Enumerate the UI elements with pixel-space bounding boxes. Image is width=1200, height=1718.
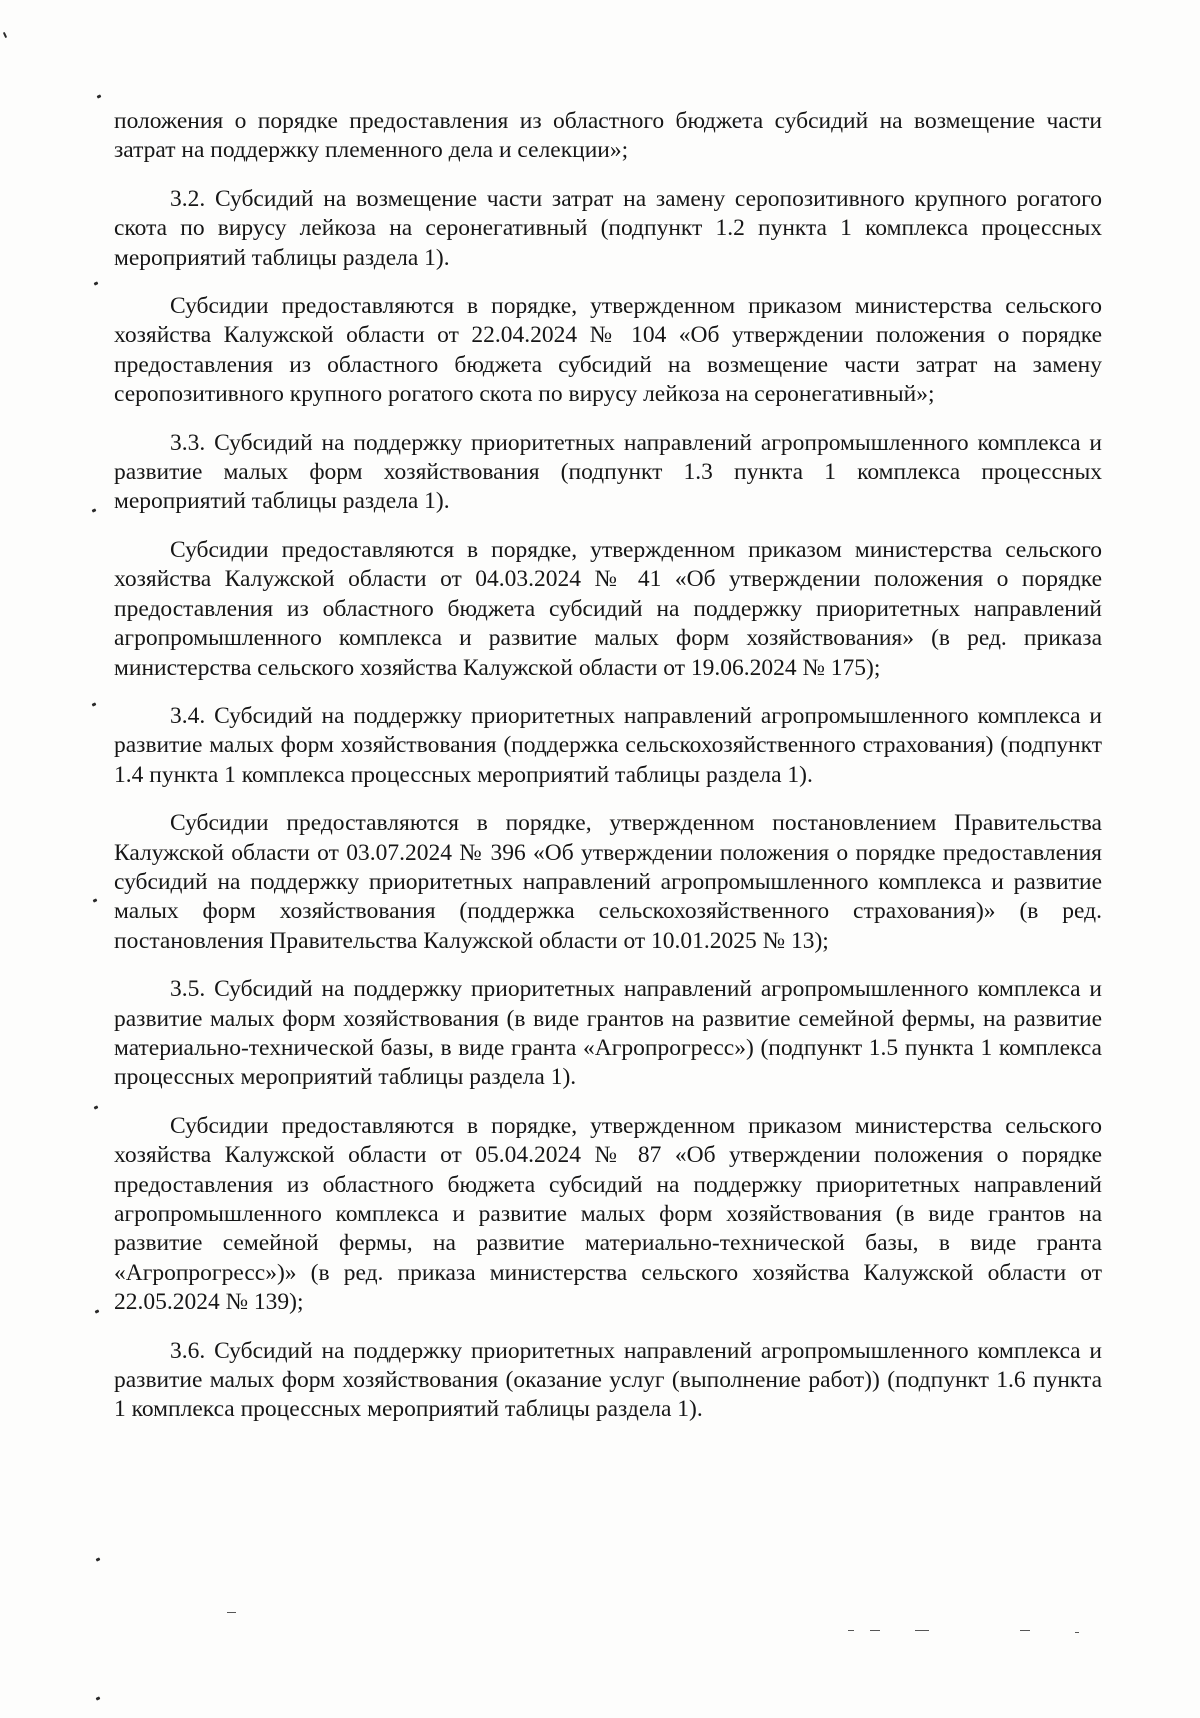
scan-mark	[915, 1630, 929, 1631]
scan-mark	[1075, 1632, 1079, 1633]
scan-speck	[97, 94, 102, 98]
scan-mark	[1020, 1630, 1030, 1631]
scan-speck	[3, 32, 7, 38]
scan-speck	[94, 1105, 99, 1109]
document-body	[114, 107, 1102, 1425]
paragraph-basis-3-2: Субсидии предоставляются в порядке, утвержденном приказом министерства сельского хозяйства Калужской области от 22.04.2024 № 104 «Об утверждении положения о порядке предоставления из областного бюджета субсидий на возмещение части затрат на замену серопозитивного крупного рогатого скота по вирусу лейкоза на серонегативный»;	[114, 293, 1102, 408]
paragraph-basis-3-5: Субсидии предоставляются в порядке, утвержденном приказом министерства сельского хозяйства Калужской области от 05.04.2024 № 87 «Об утверждении положения о порядке предоставления из областного бюджета субсидий на поддержку приоритетных направлений агропромышленного комплекса и развитие малых форм хозяйствования (в виде грантов на развитие семейной фермы, на развитие материально-технической базы, в виде гранта «Агропрогресс»)» (в ред. приказа министерства сельского хозяйства Калужской области от 22.05.2024 № 139);	[114, 1112, 1102, 1316]
paragraph-item-3-6: 3.6. Субсидий на поддержку приоритетных направлений агропромышленного комплекса и развитие малых форм хозяйствования (оказание услуг (выполнение работ)) (подпункт 1.6 пункта 1 комплекса процессных мероприятий таблицы раздела 1).	[114, 1337, 1102, 1423]
scan-speck	[93, 898, 98, 902]
paragraph-item-3-4: 3.4. Субсидий на поддержку приоритетных направлений агропромышленного комплекса и развитие малых форм хозяйствования (поддержка сельскохозяйственного страхования) (подпункт 1.4 пункта 1 комплекса процессных мероприятий таблицы раздела 1).	[114, 702, 1102, 788]
paragraph-item-3-2: 3.2. Субсидий на возмещение части затрат на замену серопозитивного крупного рогатого скота по вирусу лейкоза на серонегативный (подпункт 1.2 пункта 1 комплекса процессных мероприятий таблицы раздела 1).	[114, 185, 1102, 271]
paragraph-basis-3-3: Субсидии предоставляются в порядке, утвержденном приказом министерства сельского хозяйства Калужской области от 04.03.2024 № 41 «Об утверждении положения о порядке предоставления из областного бюджета субсидий на поддержку приоритетных направлений агропромышленного комплекса и развитие малых форм хозяйствования» (в ред. приказа министерства сельского хозяйства Калужской области от 19.06.2024 № 175);	[114, 536, 1102, 681]
paragraph-item-3-5: 3.5. Субсидий на поддержку приоритетных направлений агропромышленного комплекса и развитие малых форм хозяйствования (в виде грантов на развитие семейной фермы, на развитие материально-технической базы, в виде гранта «Агропрогресс») (подпункт 1.5 пункта 1 комплекса процессных мероприятий таблицы раздела 1).	[114, 976, 1102, 1091]
scan-mark	[848, 1630, 854, 1631]
scan-mark	[227, 1612, 236, 1613]
scan-speck	[92, 702, 97, 706]
paragraph-basis-3-4: Субсидии предоставляются в порядке, утвержденном постановлением Правительства Калужской области от 03.07.2024 № 396 «Об утверждении положения о порядке предоставления субсидий на поддержку приоритетных направлений агропромышленного комплекса и развитие малых форм хозяйствования (поддержка сельскохозяйственного страхования)» (в ред. постановления Правительства Калужской области от 10.01.2025 № 13);	[114, 810, 1102, 954]
scan-speck	[95, 1309, 100, 1313]
scan-speck	[96, 1557, 101, 1561]
paragraph-continuation: положения о порядке предоставления из областного бюджета субсидий на возмещение части затрат на поддержку племенного дела и селекции»;	[114, 108, 1102, 164]
scan-speck	[94, 281, 99, 285]
paragraph-item-3-3: 3.3. Субсидий на поддержку приоритетных направлений агропромышленного комплекса и развитие малых форм хозяйствования (подпункт 1.3 пункта 1 комплекса процессных мероприятий таблицы раздела 1).	[114, 429, 1102, 515]
scan-speck	[92, 508, 97, 512]
scan-mark	[870, 1630, 880, 1631]
scan-speck	[96, 1696, 101, 1700]
